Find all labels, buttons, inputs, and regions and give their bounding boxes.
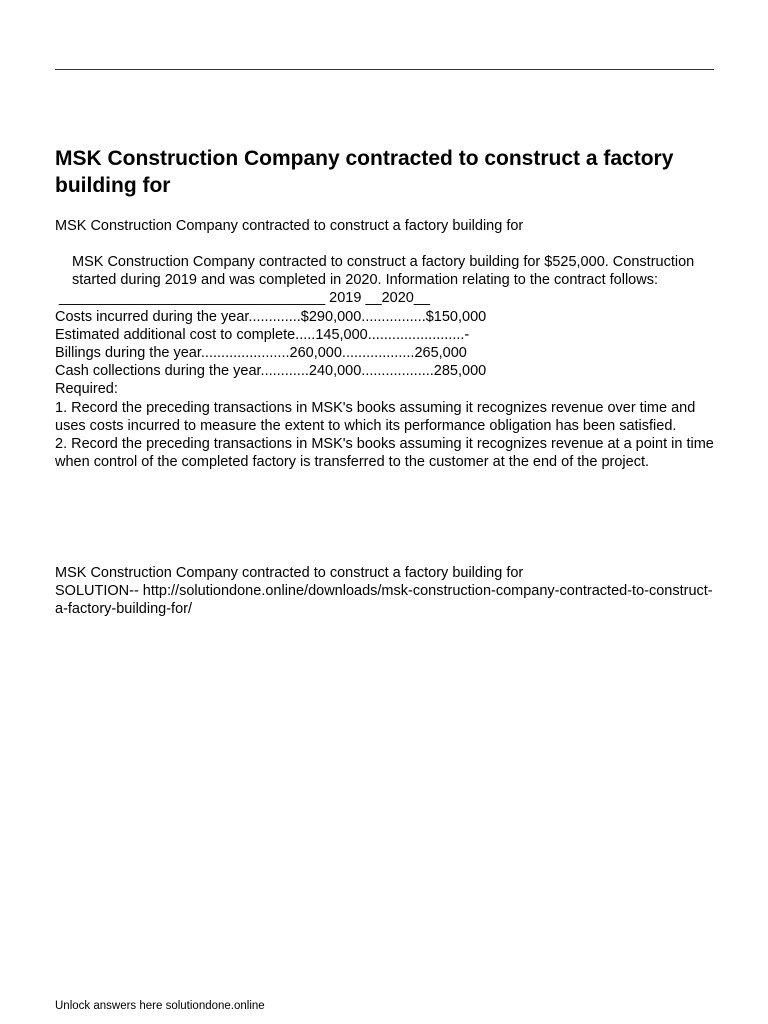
- top-divider: [55, 69, 714, 70]
- table-header-line: _________________________________ 2019 __2020__: [55, 290, 430, 307]
- table-row-costs: Costs incurred during the year.............$290,000................$150,000: [55, 308, 487, 325]
- question-body: [55, 253, 715, 471]
- intro-paragraph: MSK Construction Company contracted to construct a factory building for $525,000. Construction started during 2019 and was completed in 2020. Information relating to the contract follows:: [72, 254, 695, 289]
- solution-link[interactable]: SOLUTION-- http://solutiondone.online/downloads/msk-construction-company-contracted-to-construct-a-factory-building-for/: [55, 583, 713, 618]
- table-row-cash-collections: Cash collections during the year............240,000..................285,000: [55, 363, 487, 380]
- solution-block: [55, 564, 715, 619]
- requirement-2: 2. Record the preceding transactions in MSK's books assuming it recognizes revenue at a point in time when control of the completed factory is transferred to the customer at the end of the project.: [55, 436, 714, 471]
- footer-text[interactable]: Unlock answers here solutiondone.online: [55, 1000, 265, 1012]
- page-title: MSK Construction Company contracted to construct a factory building for: [55, 147, 674, 197]
- subtitle: MSK Construction Company contracted to construct a factory building for: [55, 218, 524, 234]
- requirement-1: 1. Record the preceding transactions in MSK's books assuming it recognizes revenue over time and uses costs incurred to measure the extent to which its performance obligation has been satisfied.: [55, 399, 696, 434]
- table-row-billings: Billings during the year......................260,000..................265,000: [55, 345, 467, 362]
- required-label: Required:: [55, 381, 118, 398]
- solution-title: MSK Construction Company contracted to construct a factory building for: [55, 565, 524, 581]
- table-row-estimated-cost: Estimated additional cost to complete.....145,000........................-: [55, 326, 470, 343]
